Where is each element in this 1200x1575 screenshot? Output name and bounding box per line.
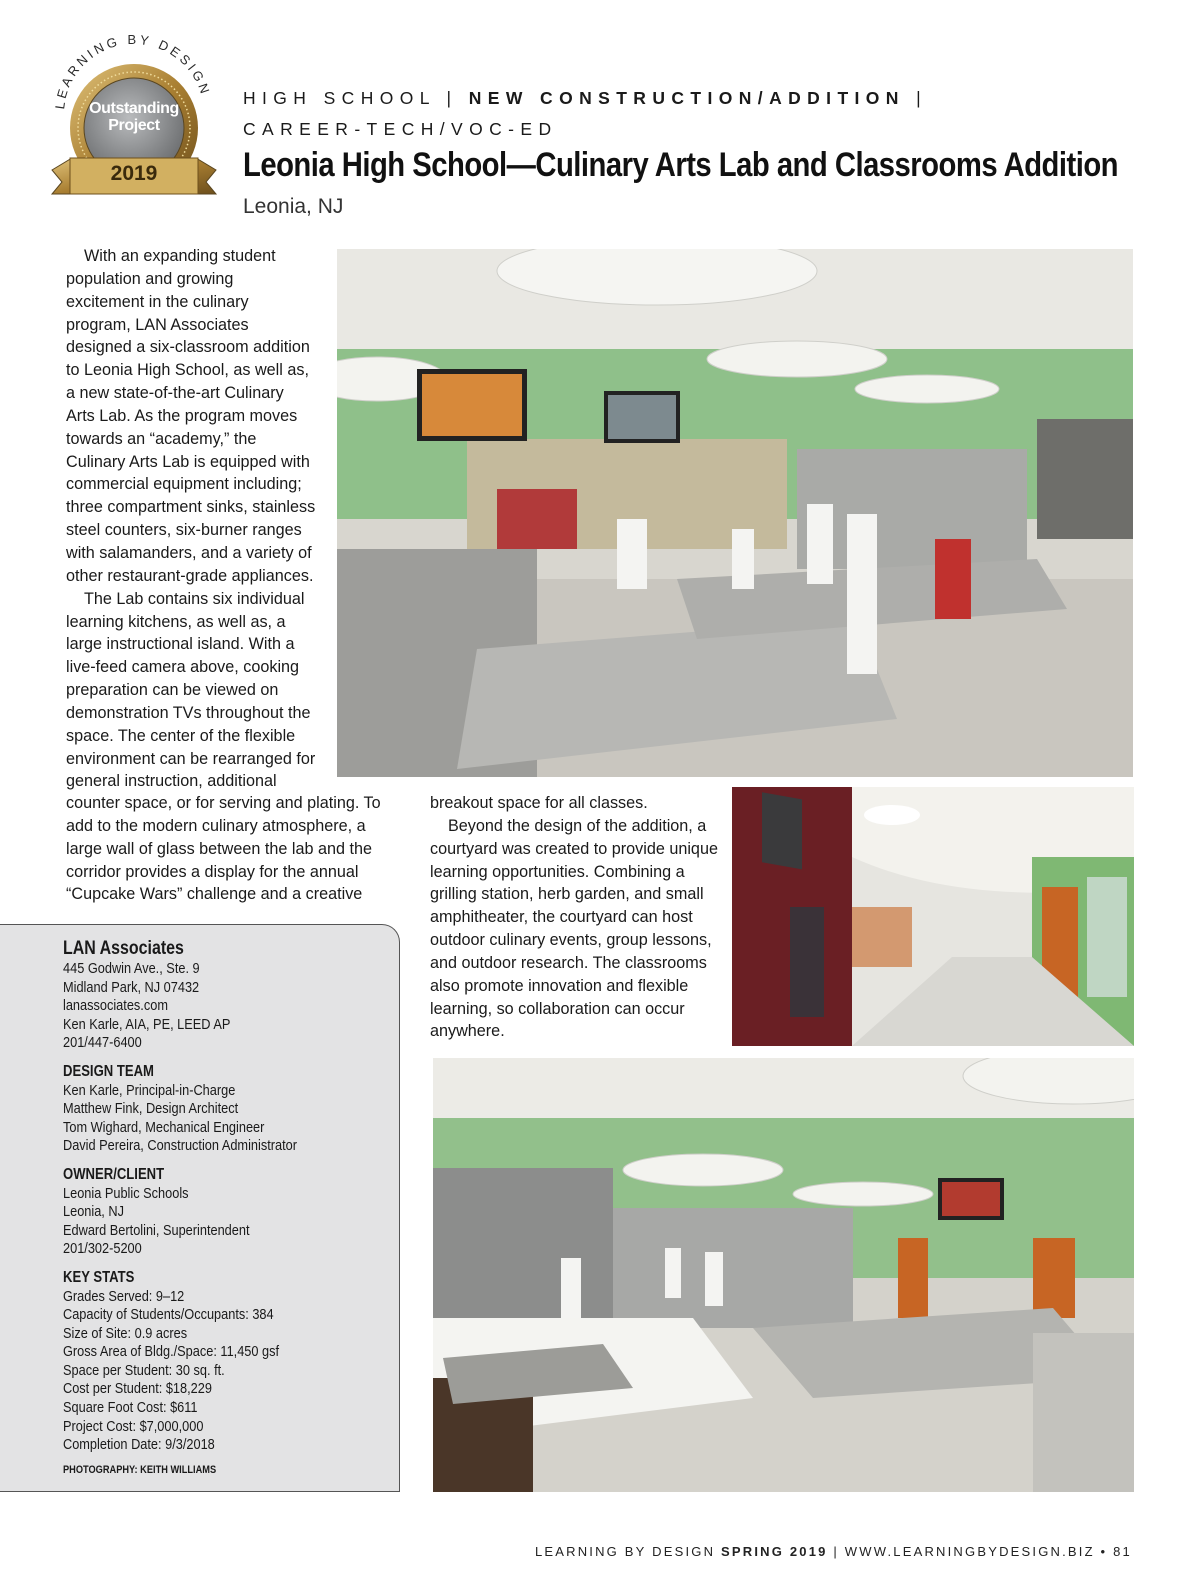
owner-line: 201/302-5200 (63, 1240, 142, 1258)
article-paragraph-1: With an expanding student population and growing excitement in the culinary program, LAN Associates designed a six-classroom addition to Leonia High School, as well as, a new state-of-the-art Culinary Arts Lab. As the program moves towards an “academy,” the Culinary Arts Lab is equipped with commercial equipment including; three compartment sinks, stainless steel counters, six-burner ranges with salamanders, and a variety of other restaurant-grade appliances. (66, 247, 316, 585)
page-footer (535, 1544, 1132, 1559)
firm-phone: 201/447-6400 (63, 1034, 142, 1052)
footer-magazine: LEARNING BY DESIGN (534, 1544, 721, 1559)
category-line-2: CAREER-TECH/VOC-ED (243, 119, 558, 139)
badge-label-line1: Outstanding (89, 100, 179, 117)
outstanding-project-badge (46, 30, 222, 210)
category-line (243, 88, 927, 109)
article-paragraph-2b: counter space, or for serving and plating. To add to the modern culinary atmosphere, a large wall of glass between the lab and the corridor provides a display for the annual “Cupcake Wars” challenge and a creative (66, 794, 381, 904)
page-number: 81 (1113, 1544, 1132, 1559)
kitchen-island-photo (433, 1058, 1134, 1492)
article-paragraph-2a: The Lab contains six individual learning kitchens, as well as, a large instructional island. With a live-feed camera above, cooking preparation can be viewed on demonstration TVs throughout the space. The center of the flexible environment can be rearranged for general instruction, additional (66, 589, 316, 791)
design-team-member: Ken Karle, Principal-in-Charge (63, 1081, 236, 1099)
article-column-1-lower (66, 792, 396, 906)
firm-address-2: Midland Park, NJ 07432 (63, 978, 200, 996)
key-stat: Space per Student: 30 sq. ft. (63, 1361, 225, 1379)
footer-separator: | (827, 1544, 845, 1559)
footer-bullet: • (1094, 1544, 1114, 1559)
footer-site: WWW.LEARNINGBYDESIGN.BIZ (844, 1544, 1095, 1559)
badge-label-line2: Project (108, 117, 160, 134)
design-team-member: David Pereira, Construction Administrator (63, 1137, 297, 1155)
owner-line: Edward Bertolini, Superintendent (63, 1221, 250, 1239)
category-suffix: | (904, 88, 928, 108)
key-stat: Gross Area of Bldg./Space: 11,450 gsf (63, 1343, 280, 1361)
article-location: Leonia, NJ (243, 195, 344, 218)
key-stat: Size of Site: 0.9 acres (63, 1324, 188, 1342)
design-team-heading: DESIGN TEAM (63, 1062, 154, 1080)
badge-arc-text: LEARNING BY DESIGN (52, 31, 214, 111)
design-team-member: Matthew Fink, Design Architect (63, 1100, 239, 1118)
badge-year: 2019 (110, 162, 158, 185)
article-column-2 (430, 792, 722, 1043)
design-team-member: Tom Wighard, Mechanical Engineer (63, 1118, 265, 1136)
firm-name: LAN Associates (63, 938, 184, 959)
key-stats-heading: KEY STATS (63, 1268, 135, 1286)
key-stat: Capacity of Students/Occupants: 384 (63, 1306, 274, 1324)
category-prefix: HIGH SCHOOL | (243, 88, 469, 108)
firm-contact: Ken Karle, AIA, PE, LEED AP (63, 1015, 231, 1033)
category-bold: NEW CONSTRUCTION/ADDITION (468, 88, 905, 108)
key-stat: Square Foot Cost: $611 (63, 1399, 198, 1417)
key-stat: Grades Served: 9–12 (63, 1287, 185, 1305)
key-stat: Project Cost: $7,000,000 (63, 1417, 204, 1435)
owner-heading: OWNER/CLIENT (63, 1165, 165, 1183)
article-title: Leonia High School—Culinary Arts Lab and Classrooms Addition (243, 146, 1119, 184)
photo-credit: PHOTOGRAPHY: KEITH WILLIAMS (63, 1463, 217, 1476)
firm-address-1: 445 Godwin Ave., Ste. 9 (63, 960, 200, 977)
culinary-lab-photo (337, 249, 1133, 777)
article-column-1 (66, 245, 316, 793)
key-stat: Completion Date: 9/3/2018 (63, 1436, 215, 1454)
owner-line: Leonia, NJ (63, 1203, 124, 1221)
project-info-text (63, 938, 297, 1479)
article-paragraph-2c: breakout space for all classes. (430, 794, 648, 812)
footer-issue: SPRING 2019 (720, 1544, 828, 1559)
firm-website: lanassociates.com (63, 997, 168, 1015)
article-paragraph-3: Beyond the design of the addition, a courtyard was created to provide unique learning opportunities. Combining a grilling station, herb garden, and small amphitheater, the courtyard can host outdoor culinary events, group lessons, and outdoor research. The classrooms also promote innovation and flexible learning, so collaboration can occur anywhere. (430, 816, 718, 1041)
key-stat: Cost per Student: $18,229 (63, 1380, 212, 1398)
corridor-photo (732, 787, 1134, 1046)
owner-line: Leonia Public Schools (63, 1184, 189, 1202)
